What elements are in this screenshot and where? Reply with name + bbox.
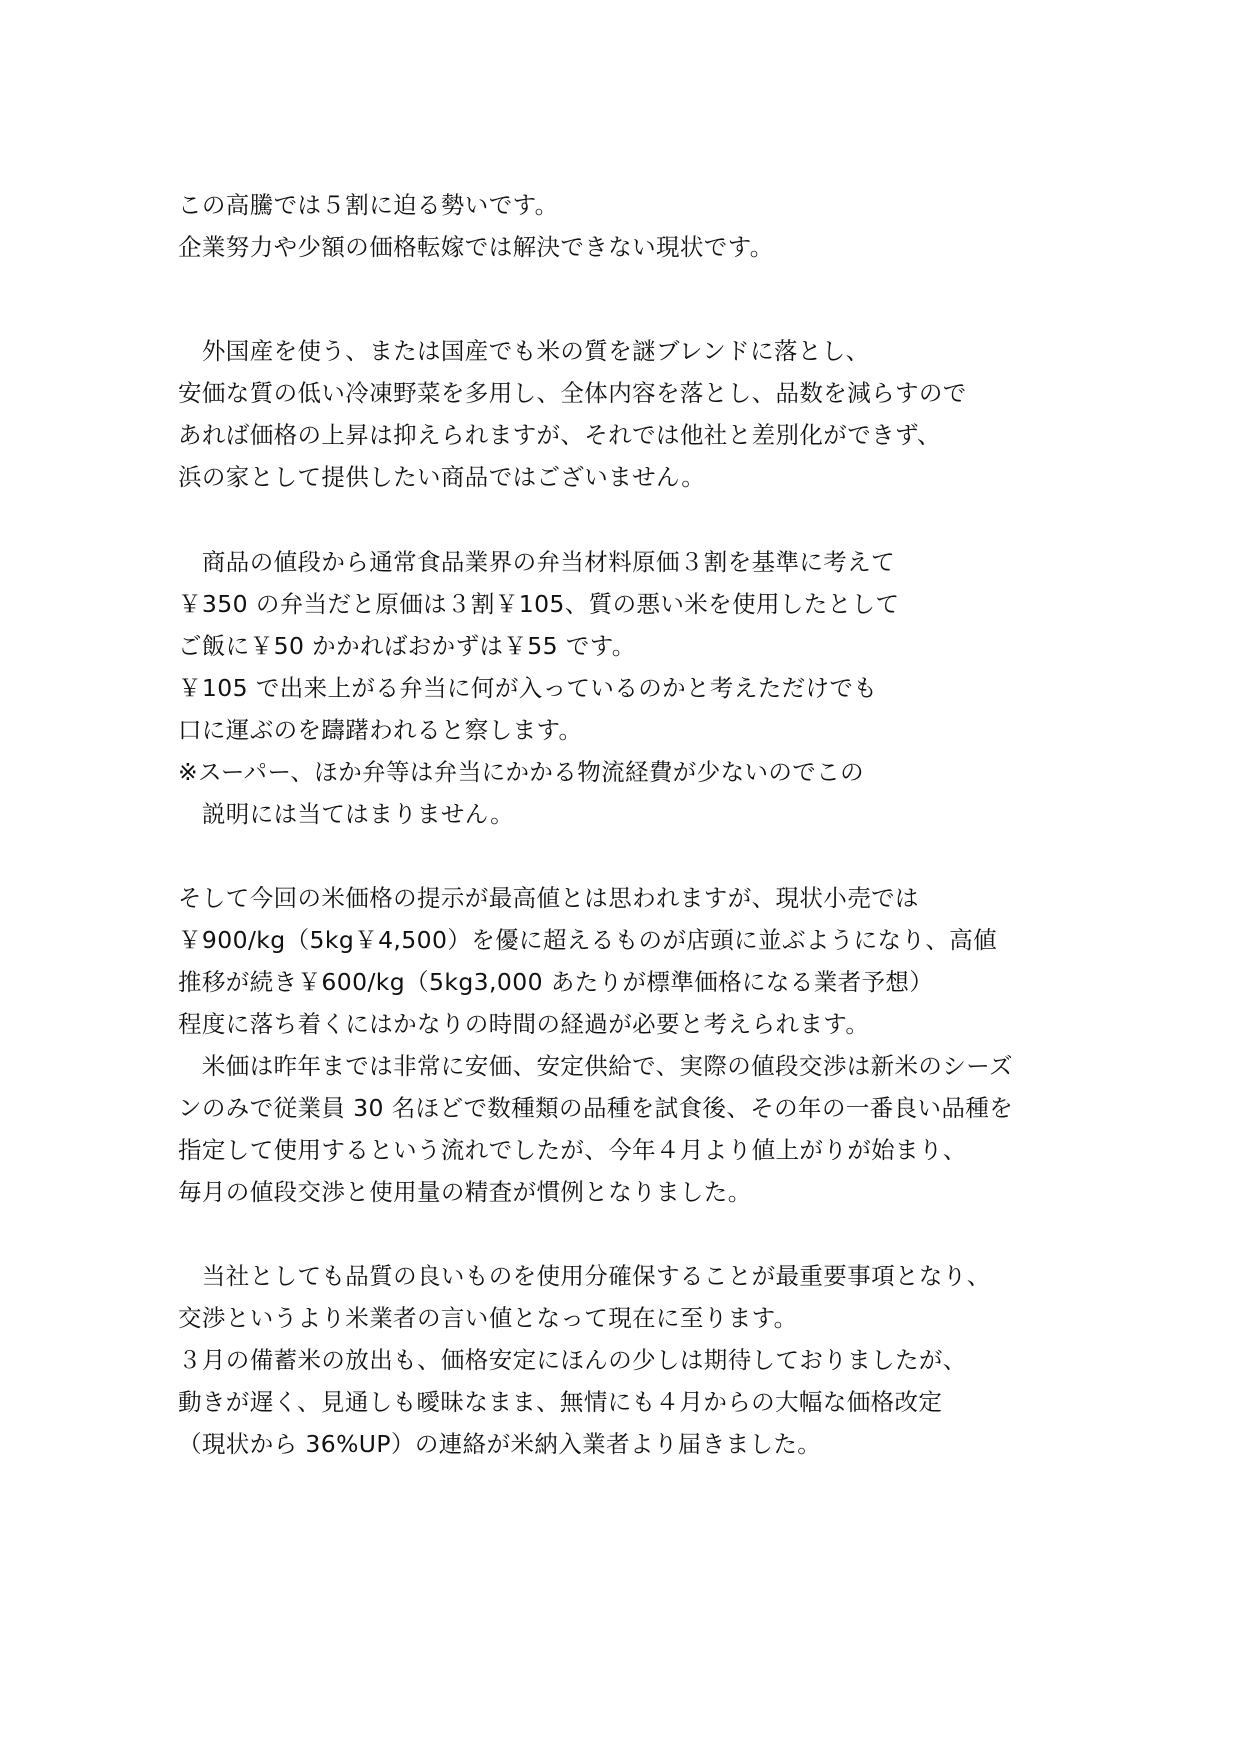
text-line: 程度に落ち着くにはかなりの時間の経過が必要と考えられます。	[178, 1010, 870, 1038]
text-line: 推移が続き￥600/kg（5kg3,000 あたりが標準価格になる業者予想）	[178, 968, 934, 996]
text-line: あれば価格の上昇は抑えられますが、それでは他社と差別化ができず、	[178, 421, 941, 449]
text-line: 当社としても品質の良いものを使用分確保することが最重要事項となり、	[178, 1262, 991, 1290]
text-line: 浜の家として提供したい商品ではございません。	[178, 463, 706, 491]
text-line: 商品の値段から通常食品業界の弁当材料原価３割を基準に考えて	[178, 548, 895, 576]
text-line: 口に運ぶのを躊躇われると察します。	[178, 716, 583, 744]
text-line: そして今回の米価格の提示が最高値とは思われますが、現状小売では	[178, 884, 919, 912]
text-line: ￥105 で出来上がる弁当に何が入っているのかと考えただけでも	[178, 674, 878, 702]
text-line: ３月の備蓄米の放出も、価格安定にほんの少しは期待しておりましたが、	[178, 1346, 967, 1374]
text-line: 説明には当てはまりません。	[178, 800, 515, 828]
text-line: （現状から 36%UP）の連絡が米納入業者より届きました。	[178, 1430, 822, 1458]
text-line: ￥350 の弁当だと原価は３割￥105、質の悪い米を使用したとして	[178, 590, 900, 618]
text-line: 企業努力や少額の価格転嫁では解決できない現状です。	[178, 233, 774, 261]
text-line: ンのみで従業員 30 名ほどで数種類の品種を試食後、その年の一番良い品種を	[178, 1094, 1014, 1122]
text-line: ※スーパー、ほか弁等は弁当にかかる物流経費が少ないのでこの	[178, 758, 864, 786]
text-line: ￥900/kg（5kg￥4,500）を優に超えるものが店頭に並ぶようになり、高値	[178, 926, 998, 954]
text-line: この高騰では５割に迫る勢いです。	[178, 191, 559, 219]
text-line: 毎月の値段交渉と使用量の精査が慣例となりました。	[178, 1178, 752, 1206]
text-line: 動きが遅く、見通しも曖昧なまま、無情にも４月からの大幅な価格改定	[178, 1388, 943, 1416]
text-line: 指定して使用するという流れでしたが、今年４月より値上がりが始まり、	[178, 1136, 967, 1164]
text-line: 外国産を使う、または国産でも米の質を謎ブレンドに落とし、	[178, 337, 870, 365]
text-line: 米価は昨年までは非常に安価、安定供給で、実際の値段交渉は新米のシーズ	[178, 1052, 1013, 1080]
text-line: 交渉というより米業者の言い値となって現在に至ります。	[178, 1304, 798, 1332]
text-line: ご飯に￥50 かかればおかずは￥55 です。	[178, 632, 636, 660]
text-line: 安価な質の低い冷凍野菜を多用し、全体内容を落とし、品数を減らすので	[178, 379, 967, 407]
